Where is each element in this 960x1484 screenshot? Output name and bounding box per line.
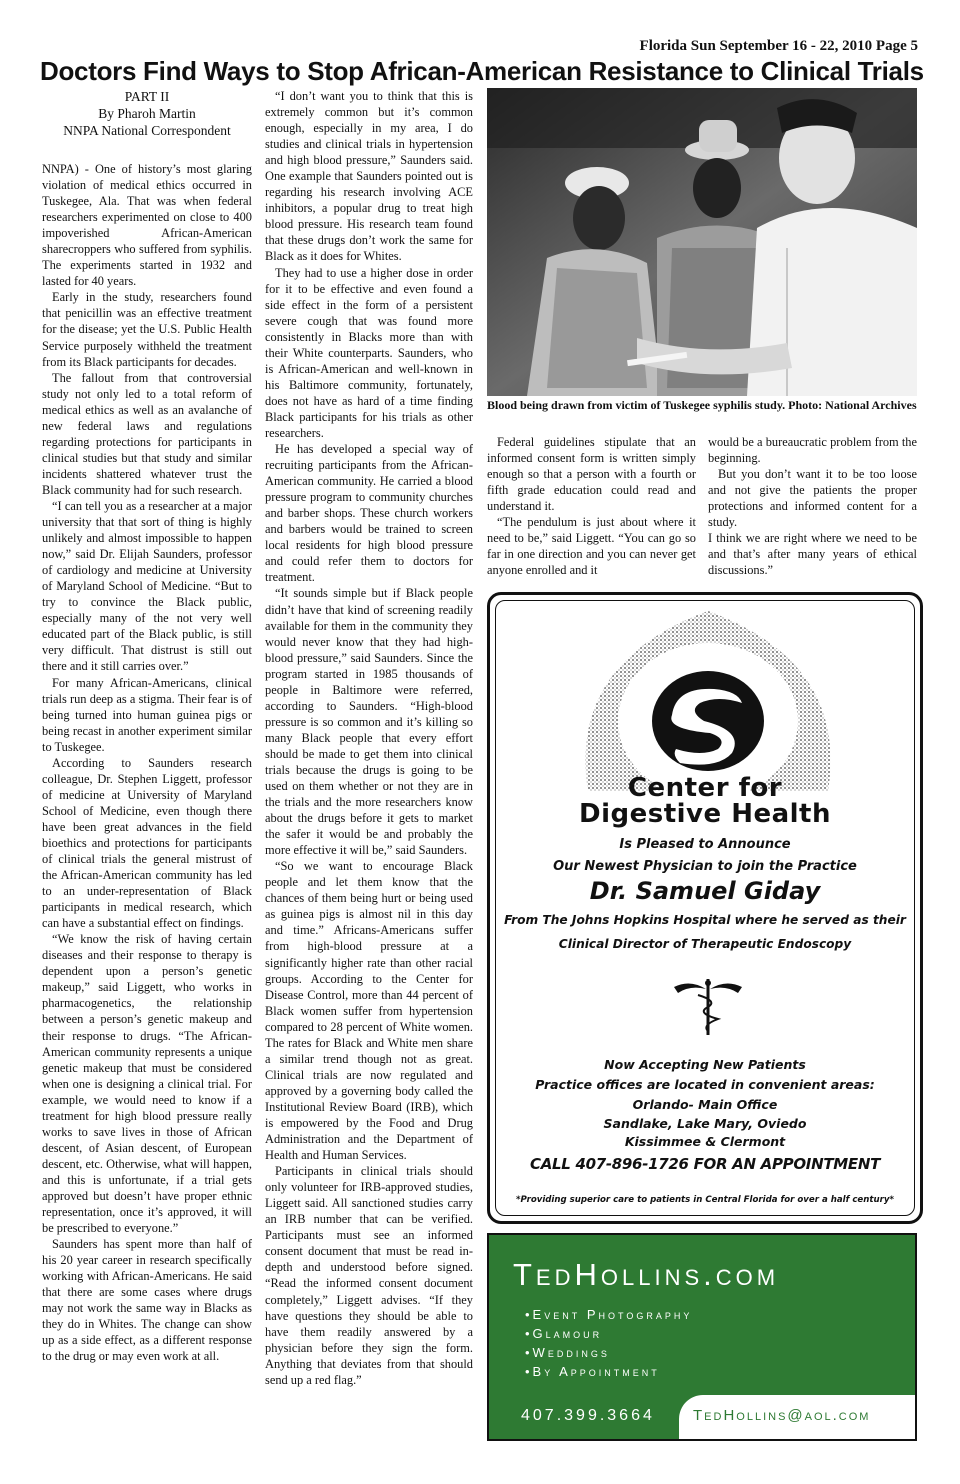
paragraph: They had to use a higher dose in order for it to be effective and even found a side effect in the form of a persistent severe cough that was found more consistently in Blacks more than with their White counterparts. Saunders, who is African-American and well-known in his Baltimore community, fortunately, does not have as hard of a time finding Black participants for his trials as other researchers. [265,265,473,440]
paragraph: According to Saunders research colleague, Dr. Stephen Liggett, professor of medicine at University of Maryland School of Medicine, even though there have been great advances in the field bioethics and protections for participants of clinical trials the general mistrust of the African-American community has led to an under-representation of Black participants in medical research, which can have a substantial effect on findings. [42,755,252,931]
article-headline: Doctors Find Ways to Stop African-American Resistance to Clinical Trials [40,56,924,86]
paragraph: Saunders has spent more than half of his 20 year career in research specifically working with African-Americans. He said that there are some cases where drugs may not work the same way in Blacks as they do in Whites. The change can show up as a side effect, as a different response to the drug or may even work at all. [42,1237,252,1364]
ad-offices: Practice offices are located in convenient areas: [535,1077,875,1092]
ad-locations1: Sandlake, Lake Mary, Oviedo [603,1116,807,1131]
tedhollins-ad [487,1233,917,1441]
ad-locations2: Kissimmee & Clermont [624,1134,786,1149]
article-part: PART II [124,89,170,104]
article-column-1 [42,88,252,1365]
ad-email: TedHollins@aol.com [693,1407,871,1424]
ad-email-box [679,1395,917,1441]
ad-service-item: •By Appointment [525,1364,660,1379]
paragraph: “We know the risk of having certain diseases and their response to therapy is dependent upon a person’s genetic makeup,” said Liggett, who works in pharmacogenetics, the relationship between a person’s genetic makeup and their response to drugs. “The African-American community represents a unique genetic makeup that must be considered when one is designing a clinical trial. For example, we would need to know if a treatment for high blood pressure really works to save lives in those of African descent, of Asian descent, of European descent, etc. Otherwise, what will happen, and this is unfortunate, if a trial gets approved but doesn’t have proper ethnic representation, once it’s approved, it will be prescribed to everyone.” [42,932,252,1236]
ad-call-line: CALL 407-896-1726 FOR AN APPOINTMENT [529,1155,881,1173]
ad-service-item: •Glamour [525,1326,603,1341]
paragraph: The fallout from that controversial study not only led to a total reform of medical ethics as well as an avalanche of new federal laws and regulations regarding protections for participants in clinical studies but that study and similar incidents shattered whatever trust the Black community had for such research. [42,370,252,497]
caduceus-icon [668,975,748,1037]
ad-service-item: •Weddings [525,1345,610,1360]
paragraph: “It sounds simple but if Black people didn’t have that kind of screening readily available for them in the community they would never know that they had high-blood pressure,” said Saunders. Since the program started in 1985 thousands of people in Baltimore were referred, according to Saunders. “High-blood pressure is so common and it’s killing so many Black people that every effort should be made to get them into clinical trials because the drugs is going to be used on them whether or not they are in the trials and the more researchers know about the drugs before it gets to market the safer it would be and probably the more effective it will be,” said Saunders. [265,586,473,858]
article-column-2 [265,88,473,1388]
paragraph: He has developed a special way of recruiting participants from the African-American community. He carried a blood pressure program to community churches and barber shops. These church workers and barbers would be trained to screen local residents for high blood pressure and could refer them to doctors for treatment. [265,442,473,585]
paragraph: Federal guidelines stipulate that an informed consent form is written simply enough so that a person with a fourth or fifth grade education could read and understand it. [487,435,696,514]
tuskegee-photo [487,88,917,396]
ad-name-line1: Center for [627,773,783,803]
author-name: By Pharoh Martin [98,106,196,121]
ad-service-item: •Event Photography [525,1307,693,1322]
author-role: NNPA National Correspondent [63,123,231,138]
paragraph: NNPA) - One of history’s most glaring violation of medical ethics occurred in Tuskegee, Ala. That was when federal researchers experimented on close to 400 impoverished African-American sharecroppers who suffered from syphilis. The experiments started in 1932 and lasted for 40 years. [42,162,252,289]
paragraph: For many African-Americans, clinical trials run deep as a stigma. Their fear is of being turned into human guinea pigs or being recast in another experiment similar to Tuskegee. [42,675,252,754]
article-column-3 [487,434,696,578]
paragraph: Participants in clinical trials should only volunteer for IRB-approved studies, Liggett said. All sanctioned studies carry an IRB number that can be verified. Participants must see an informed consent document that must be read in-depth and understood before signed. “Read the informed consent document completely,” Liggett advises. “If they have questions they should be able to have them readily answered by a physician before they sign the form. Anything that deviates from that should send up a red flag.” [265,1164,473,1387]
page-folio: Florida Sun September 16 - 22, 2010 Page 5 [639,38,918,54]
paragraph: would be a bureaucratic problem from the beginning. [708,435,917,466]
ad-from-line1: From The Johns Hopkins Hospital where he served as their [504,913,906,927]
ad-announce-line1: Is Pleased to Announce [619,837,791,852]
paragraph: “So we want to encourage Black people and let them know that the chances of them being hurt or being used as guinea pigs is almost nil in this day and time.” Africans-Americans suffer from high-blood pressure at a significantly higher rate than other racial groups. According to the Center for Disease Control, more than 44 percent of Black women suffer from hypertension compared to 28 percent of White women. The rates for Black and White men share a similar trend though not as great. Clinical trials are now regulated and approved by a governing body called the Institutional Review Board (IRB), which is empowered by the Food and Drug Administration and the Department of Health and Human Services. [265,859,473,1163]
paragraph: But you don’t want it to be too loose and not give the patients the proper protections and informed content for a study. [708,467,917,530]
ad-brand-name: TedHollins.com [513,1257,780,1292]
ad-doctor-name: Dr. Samuel Giday [589,877,821,905]
ad-name-line2: Digestive Health [579,799,831,829]
ad-from-line2: Clinical Director of Therapeutic Endoscopy [558,937,852,951]
paragraph: Early in the study, researchers found that penicillin was an effective treatment for the disease; yet the U.S. Public Health Service purposely withheld the treatment from its Black participants for decades. [42,290,252,369]
photo-caption: Blood being drawn from victim of Tuskegee syphilis study. Photo: National Archives [487,398,917,412]
ad-main-office: Orlando- Main Office [632,1097,778,1112]
digestive-health-ad [487,592,923,1224]
ad-phone: 407.399.3664 [521,1407,655,1424]
paragraph: “The pendulum is just about where it need to be,” said Liggett. “You can go so far in one direction and you can never get anyone enrolled and it [487,515,696,578]
article-column-4 [708,434,917,578]
digestive-logo-icon [568,603,848,791]
paragraph: I think we are right where we need to be and that’s after many years of ethical discussions.” [708,531,917,578]
photo-illustration [487,88,917,396]
byline-block [42,88,252,139]
ad-announce-line2: Our Newest Physician to join the Practice [553,859,857,874]
paragraph: “I don’t want you to think that this is extremely common but it’s common enough, especially in my area, I do studies and clinical trials in hypertension and high blood pressure,” Saunders said. One example that Saunders pointed out is regarding his research involving ACE inhibitors, a popular drug to treat high blood pressure. His research team found that these drugs don’t work the same for Black as it does for Whites. [265,89,473,264]
paragraph: “I can tell you as a researcher at a major university that that sort of thing is highly unlikely and almost impossible to happen now,” said Dr. Elijah Saunders, professor of cardiology and medicine at University of Maryland School of Medicine. “But to try to convince the Black public, especially many of the not very well educated part of the Black public, is still very difficult. That distrust is still out there and it still carries over.” [42,498,252,674]
ad-tagline: *Providing superior care to patients in Central Florida for over a half century* [516,1195,894,1205]
ad-accepting: Now Accepting New Patients [604,1057,806,1072]
